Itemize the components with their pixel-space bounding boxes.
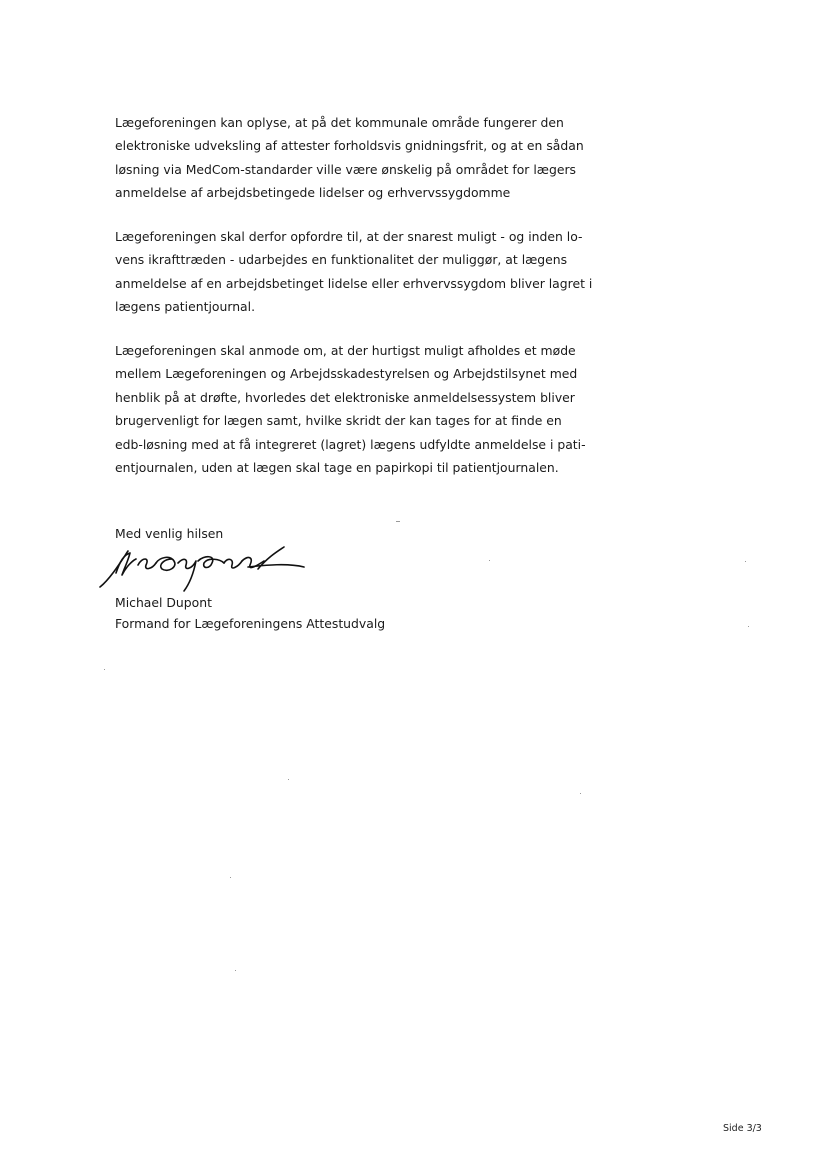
- paragraph-line: løsning via MedCom-standarder ville være ønskelig på området for lægers: [115, 161, 576, 177]
- signer-name: Michael Dupont: [115, 595, 212, 610]
- paragraph-request-functionality: [115, 225, 615, 319]
- paragraph-line: henblik på at drøfte, hvorledes det elektroniske anmeldelsessystem bliver: [115, 389, 575, 405]
- scan-speck: [489, 560, 490, 561]
- scan-speck: [396, 521, 400, 522]
- paragraph-line: anmeldelse af arbejdsbetingede lidelser og erhvervssygdomme: [115, 185, 511, 201]
- scan-speck: [748, 626, 749, 627]
- paragraph-meeting-request: [115, 339, 615, 479]
- paragraph-electronic-exchange: [115, 111, 615, 205]
- paragraph-line: anmeldelse af en arbejdsbetinget lidelse eller erhvervssygdom bliver lagret i: [115, 275, 593, 291]
- paragraph-line: lægens patientjournal.: [115, 299, 256, 315]
- paragraph-line: Lægeforeningen skal anmode om, at der hurtigst muligt afholdes et møde: [115, 343, 576, 358]
- paragraph-line: elektroniske udveksling af attester forholdsvis gnidningsfrit, og at en sådan: [115, 138, 584, 154]
- signer-title: Formand for Lægeforeningens Attestudvalg: [115, 616, 386, 631]
- paragraph-line: entjournalen, uden at lægen skal tage en papirkopi til patientjournalen.: [115, 460, 559, 476]
- scan-speck: [230, 877, 231, 878]
- scan-speck: [288, 779, 289, 780]
- paragraph-line: brugervenligt for lægen samt, hvilke skridt der kan tages for at finde en: [115, 413, 562, 429]
- paragraph-line: vens ikrafttræden - udarbejdes en funktionalitet der muliggør, at lægens: [115, 252, 568, 268]
- page-number: Side 3/3: [723, 1123, 762, 1134]
- paragraph-line: mellem Lægeforeningen og Arbejdsskadestyrelsen og Arbejdstilsynet med: [115, 366, 578, 382]
- closing-salutation: Med venlig hilsen: [115, 526, 224, 541]
- paragraph-line: Lægeforeningen skal derfor opfordre til, at der snarest muligt - og inden lo-: [115, 229, 583, 244]
- scan-speck: [745, 561, 746, 562]
- paragraph-line: edb-løsning med at få integreret (lagret) lægens udfyldte anmeldelse i pati-: [115, 436, 586, 452]
- scan-speck: [235, 970, 236, 971]
- scan-speck: [104, 669, 105, 670]
- handwritten-signature: [98, 543, 308, 593]
- paragraph-line: Lægeforeningen kan oplyse, at på det kommunale område fungerer den: [115, 115, 564, 130]
- scan-speck: [580, 793, 581, 794]
